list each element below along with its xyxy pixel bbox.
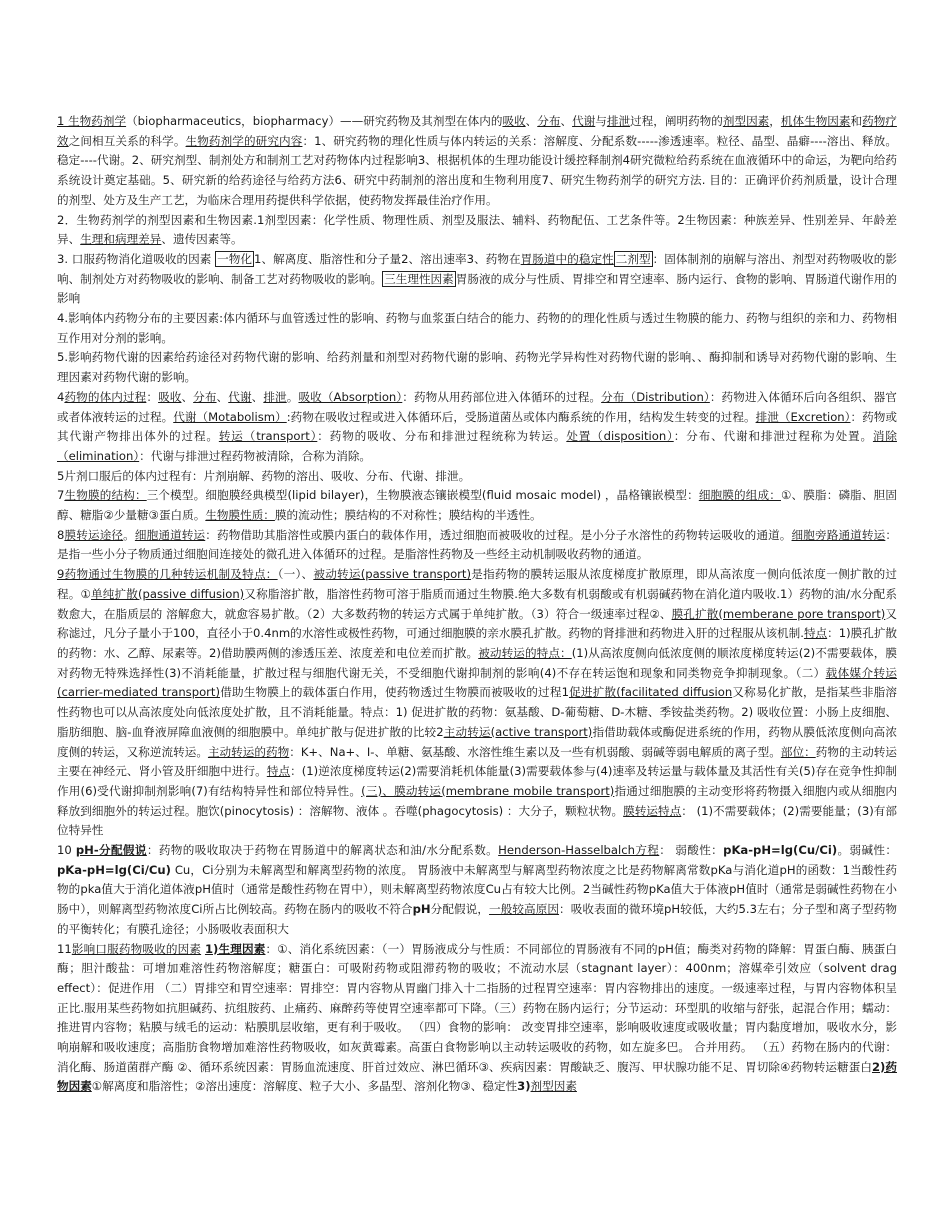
text-run: ：代谢与排泄过程药物被清除，合称为消除。 [139,448,372,463]
underlined-term: 膜转运特点 [623,803,682,818]
text-run: 分配假说， [430,902,490,917]
underlined-term: 胃肠道中的稳定性 [520,251,614,266]
text-run: 指借助载体或酶促进系统的作用，药物从膜低浓度侧向高浓度侧的转运，又称逆流转运。 [57,724,897,759]
text-run: 7 [57,488,65,503]
text-run: ：(1)逆浓度梯度转运(2)需要消耗机体能量(3)需要载体参与(4)速率及转运量与载体量及其活性有关(5)存在竞争性抑制作用(6)受代谢抑制剂影响(7)有结构特异性和部位特异性。 [57,764,897,798]
text-run: ①、膜脂：磷脂、胆固醇、糖脂②少量糖③蛋白质。 [57,488,897,523]
underlined-term: 影响口服药物吸收的因素 [71,941,202,956]
underlined-term: 被动转运(passive transport) [313,567,471,582]
text-run: 胃肠液的成分与性质、胃排空和胃空速率、肠内运行、食物的影响、胃肠道代谢作用的影响 [57,271,897,306]
para-1-definition [57,112,897,211]
text-run: 5.影响药物代谢的因素给药途径对药物代谢的影响、给药剂量和剂型对药物代谢的影响、药物光学异构性对药物代谢的影响、、酶抑制和诱导对药物代谢的影响、生理因素对药物代谢的影响。 [57,350,897,385]
underlined-term: 代谢（Motabolism） [173,409,287,424]
underlined-term: 排泄（Excretion） [755,409,851,424]
underlined-term: 代谢 [228,389,252,404]
text-run: 、 [251,389,264,404]
underlined-term: (三)、膜动转运(membrane mobile transport) [361,783,615,798]
underlined-term: 单纯扩散(passive diffusion) [91,586,245,601]
text-run: 1、解离度、脂溶性和分子量2、溶出速率3、药物在 [254,251,521,266]
text-run: （biopharmaceutics，biopharmacy）——研究药物及其剂型在体内的 [126,114,503,128]
underlined-term: 细胞膜的组成： [698,488,781,503]
underlined-term: 吸收（Absorption） [298,389,403,404]
underlined-term: 药物疗效 [57,114,897,148]
text-run: 、遗传因素等。 [161,232,243,247]
boxed-heading: 一物化 [217,251,253,266]
text-run: 4.影响体内药物分布的主要因素:体内循环与血管透过性的影响、药物与血浆蛋白结合的能力、药物的的理化性质与透过生物膜的能力、药物与组织的亲和力、药物相互作用对分剂的影响。 [57,311,897,345]
text-run: ： (1)不需要载体；(2)需要能量；(3)有部位特异性 [57,803,897,838]
text-run: ：K+、Na+、I-、单糖、氨基酸、水溶性维生素以及一些有机弱酸、弱碱等弱电解质的离子型。 [289,744,781,759]
text-run: ：药物的吸收、分布和排泄过程统称为转运。 [317,429,567,444]
text-run: ：分布、代谢和排泄过程称为处置。 [673,429,873,444]
text-run: ：药物进入体循环后向各组织、器官或者体液转运的过程。 [57,389,897,424]
underlined-term: 代谢 [572,114,596,128]
underlined-term: 分布 [537,114,561,128]
para-7-tablet-process [57,467,897,487]
underlined-term: 特点 [266,764,291,779]
text-run: 。 [286,389,299,404]
underlined-term: 细胞旁路通道转运 [791,527,886,542]
text-run: ：①、消化系统因素：（一）胃肠液成分与性质：不同部位的胃肠液有不同的pH值；酶类对药物的降解：胃蛋白酶、胰蛋白酶；胆汁酸盐：可增加难溶性药物溶解度；糖蛋白：可吸附药物或阻滞药物的吸收；不流动水层（stagnant layer）：400nm；溶媒牵引效应（solvent drag effect）：促进作用 （二）胃排空和胃空速率：胃排空：胃内容物从胃幽门排入十二指肠的过程胃空速率：胃内容物排出的速度。一级速率过程，与胃内容物体积呈正比.服用某些药物如抗胆碱药、抗组胺药、止痛药、麻醉药等使胃空速率都可下降。（三）药物在肠内运行；分节运动：环型肌的收缩与舒张，起混合作用；蠕动：推进胃内容物；粘膜与绒毛的运动：粘膜肌层收缩，更有利于吸收。 （四）食物的影响： 改变胃排空速率，影响吸收速度或吸收量；胃内黏度增加，吸收水分，影响崩解和吸收速度；高脂肪食物增加难溶性药物吸收，如灰黄霉素。高蛋白食物影响以主动转运吸收的药物，如左旋多巴。 合并用药。 （五）药物在肠内的代谢：消化酶、肠道菌群产酶 ②、循环系统因素：胃肠血流速度、肝首过效应、淋巴循环③、疾病因素：胃酸缺乏、腹泻、甲状腺功能不足、胃切除④药物转运糖蛋白 [57,941,897,1074]
text-run: 3. 口服药物消化道吸收的因素 [57,251,216,266]
text-run: 11 [57,941,72,956]
text-run: :药物在吸收过程或进入体循环后，受肠道菌丛或体内酶系统的作用，结构发生转变的过程。 [286,409,756,424]
text-run: 又称滤过，凡分子量小于100，直径小于0.4nm的水溶性或极性药物，可通过细胞膜的亲水膜孔扩散。药物的肾排泄和药物进入肝的过程服从该机制. [57,606,897,641]
underlined-term: 药物的体内过程 [64,389,147,404]
text-run: ： 弱酸性： [659,843,724,858]
underlined-term: 转运（transport） [218,429,318,444]
text-run: （一）、 [277,567,314,582]
text-run: 借助生物膜上的载体蛋白作用，使药物透过生物膜而被吸收的过程1 [220,685,569,700]
text-run: 、 [216,389,229,404]
underlined-term: 排泄 [263,389,287,404]
underlined-term: 分布（Distribution） [601,389,710,404]
text-run: 是指药物的膜转运服从浓度梯度扩散原理，即从高浓度一侧向低浓度一侧扩散的过程。① [57,567,897,601]
underlined-term: 主动转运的药物 [207,744,290,759]
text-run: 三个模型。细胞膜经典模型(lipid bilayer)，生物膜液态镶嵌模型(fluid mosaic model) ，晶格镶嵌模型： [146,488,699,503]
underlined-term: 主动转运(active transport) [443,724,593,739]
text-run: 、 [560,114,573,128]
boxed-heading: 三生理性因素 [384,271,454,286]
para-4-distribution-factors [57,309,897,348]
underlined-term: pH-分配假说 [75,843,147,858]
text-run: ：1)膜孔扩散的药物：水、乙醇、尿素等。2)借助膜两侧的渗透压差、浓度差和电位差而扩散。 [57,626,898,660]
underlined-term: 生物药剂学的研究内容 [185,133,303,148]
text-run: ：药物借助其脂溶性或膜内蛋白的载体作用，透过细胞而被吸收的过程。是小分子水溶性的药物转运吸收的通道。 [205,527,792,542]
text-run: 。弱碱性： [837,843,897,858]
text-run: ， [769,114,781,128]
underlined-term: 排泄 [606,114,631,128]
underlined-term: 特点 [803,626,828,641]
text-run: ：1、研究药物的理化性质与体内转运的关系：溶解度、分配系数-----渗透速率。粒径、晶型、晶癖----溶出、释放。稳定----代谢。2、研究剂型、制剂处方和制剂工艺对药物体内过程影响3、根据机体的生理功能设计缓控释制剂4研究微粒给药系统在血液循环中的命运，为靶向给药系统设计奠定基础。5、研究新的给药途径与给药方法6、研究中药制剂的溶出度和生物利用度7、研究生物药剂学的研究方法. 目的：正确评价药剂质量，设计合理的剂型、处方及生产工艺，为临床合理用药提供科学依据，使药物发挥最佳治疗作用。 [57,133,897,207]
text-run: 、 [181,389,194,404]
underlined-term: 剂型因素 [530,1079,577,1094]
text-run: 又称脂溶扩散，脂溶性药物可溶于脂质而通过生物膜.绝大多数有机弱酸或有机弱碱药物在消化道内吸收.1）药物的油/水分配系数愈大，在脂质层的 溶解愈大，就愈容易扩散。（2）大多数药物的转运方式属于单纯扩散。（3）符合一级速率过程②、 [57,586,897,621]
para-12-oral-absorption-influences [57,940,897,1098]
underlined-term: 膜孔扩散(memberane pore transport) [671,606,886,621]
text-run: ：药物的吸收取决于药物在胃肠道中的解离状态和油/水分配系数。 [146,843,499,858]
text-run: 过程，阐明药物的 [630,114,723,128]
underlined-term: 生物膜性质： [205,508,275,523]
text-run: Cu，Ci分别为未解离型和解离型药物的浓度。 胃肠液中未解离型与解离型药物浓度之比是药物解离常数pKa与消化道pH的函数：1当酸性药物的pka值大于消化道体液pH值时（通常是酸性药物在胃中），则未解离型药物浓度Cu占有较大比例。2当碱性药物pKa值大于体液pH值时（通常是弱碱性药物在小肠中），则解离型药物浓度Ci所占比例较高。药物在肠内的吸收不符合 [57,862,898,917]
text-run: 又称易化扩散，是指某些非脂溶性药物也可以从高浓度处向低浓度处扩散，且不消耗能量。特点：1) 促进扩散的药物：氨基酸、D-葡萄糖、D-木糖、季铵盐类药物。2) 吸收位置：小肠上皮细胞、脂肪细胞、脑-血脊液屏障血液侧的细胞膜中。单纯扩散与促进扩散的比较2 [57,685,897,739]
text-run: ：固体制剂的崩解与溶出、剂型对药物吸收的影响、制剂处方对药物吸收的影响、制备工艺对药物吸收的影响。 [57,251,897,286]
text-run: 与 [595,114,607,128]
text-run: 2．生物药剂学的剂型因素和生物因素.1剂型因素：化学性质、物理性质、剂型及服法、辅料、药物配伍、工艺条件等。2生物因素：种族差异、性别差异、年龄差异、 [57,212,897,247]
para-2-dosage-and-biological-factors [57,211,897,250]
text-run: ：吸收表面的微环境pH较低，大约5.3左右；分子型和离子型药物的平衡转化；有膜孔途径；小肠吸收表面积大 [57,902,897,936]
text-run: 和 [850,114,863,128]
text-run: 之间相互关系的科学。 [68,133,186,148]
underlined-term: 吸收 [158,389,182,404]
text-run: pKa-pH=lg(Cu/Ci) [723,843,838,858]
underlined-term: 生理和病理差异 [80,232,162,247]
para-9-transport-routes [57,526,897,565]
para-11-ph-partition [57,841,897,940]
underlined-term: 9药物通过生物膜的几种转运机制及特点： [57,567,278,582]
para-6-in-vivo-process [57,388,897,467]
text-run: 8 [57,527,65,542]
text-run: ：是指一些小分子物质通过细胞间连接处的微孔进入体循环的过程。是脂溶性药物及一些经主动机制吸收药物的通道。 [57,527,897,562]
notes-body [57,112,897,1097]
underlined-term: 一般较高原因 [489,902,560,917]
underlined-term: 处置（disposition） [566,429,674,444]
text-run: ：药物或其代谢产物排出体外的过程。 [57,409,897,444]
para-8-membrane-structure [57,486,897,525]
text-run: ：药物从用药部位进入体循环的过程。 [402,389,602,404]
underlined-term: 部位： [780,744,816,759]
para-5-metabolism-factors [57,348,897,387]
text-run: 5片剂口服后的体内过程有：片剂崩解、药物的溶出、吸收、分布、代谢、排泄。 [57,468,471,483]
text-run: 指通过细胞膜的主动变形将药物摄入细胞内或从细胞内释放到细胞外的转运过程。胞饮(pinocytosis) ：溶解物、液体 。吞噬(phagocytosis) ：大分子，颗粒状物。 [57,783,897,818]
underlined-term: 促进扩散(facilitated diffusion [568,685,733,700]
underlined-term: 载体媒介转运(carrier-mediated transport) [57,665,897,700]
underlined-term: 细胞通道转运 [134,527,206,542]
text-run: 3) [517,1079,531,1094]
underlined-term: 机体生物因素 [780,114,851,128]
boxed-heading: 二剂型 [615,251,651,266]
underlined-term: 2)药物因素 [57,1059,897,1094]
underlined-term: 消除（elimination） [57,429,897,463]
underlined-term: 1)生理因素 [204,941,266,956]
underlined-term: 剂型因素 [722,114,770,128]
underlined-term: 被动转运的特点： [478,645,572,660]
text-run: 4 [57,389,65,404]
text-run: 。 [123,527,135,542]
text-run: 药物的主动转运主要在神经元、肾小管及肝细胞中进行。 [57,744,897,779]
text-run: ： [146,389,159,404]
text-run: pH [412,902,431,917]
text-run: ①解离度和脂溶性；②溶出速度：溶解度、粒子大小、多晶型、溶剂化物③、稳定性 [91,1079,518,1094]
underlined-term: 膜转运途径 [64,527,124,542]
text-run: 膜的流动性；膜结构的不对称性；膜结构的半透性。 [274,508,542,523]
text-run: 10 [57,843,76,858]
text-run: 、 [525,114,538,128]
text-run: (1)从高浓度侧向低浓度侧的顺浓度梯度转运(2)不需要载体，膜对药物无特殊选择性(3)不消耗能量，扩散过程与细胞代谢无关，不受细胞代谢抑制剂的影响(4)不存在转运饱和现象和同类物竞争抑制现象。（二） [57,645,897,680]
underlined-term: Henderson-Hasselbalch方程 [498,843,660,858]
para-10-transport-mechanisms [57,565,897,841]
para-3-oral-absorption-factors [57,250,897,309]
text-run: pKa-pH=lg(Ci/Cu) [57,862,171,877]
underlined-term: 生物膜的结构： [64,488,147,503]
underlined-term: 1 生物药剂学 [57,114,127,128]
underlined-term: 吸收 [502,114,526,128]
underlined-term: 分布 [193,389,217,404]
